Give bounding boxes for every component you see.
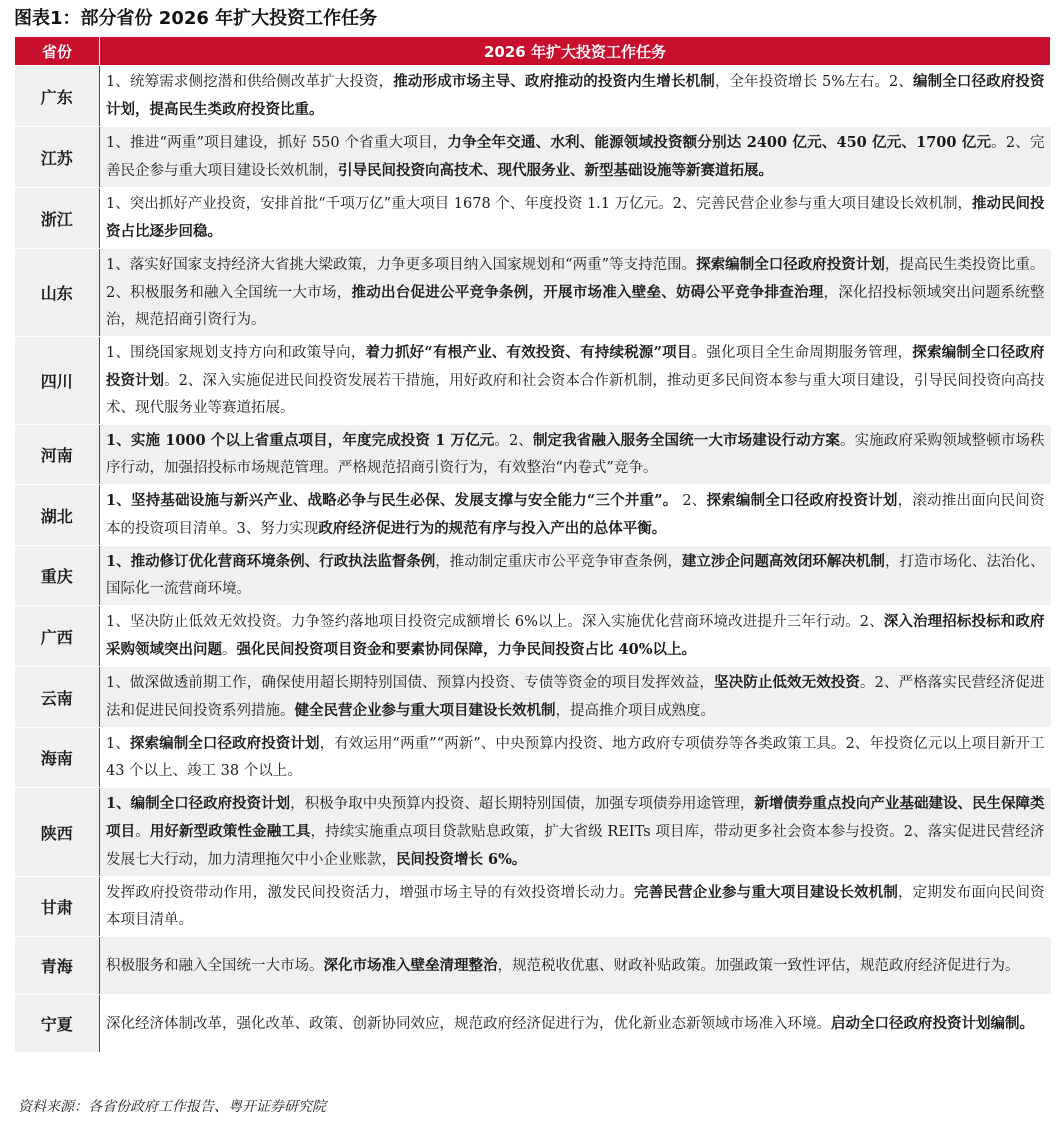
task-cell [100, 337, 1051, 425]
table-header-row [15, 37, 1051, 66]
investment-tasks-table [14, 36, 1051, 1053]
province-cell: 陕西 [15, 788, 100, 877]
task-cell [100, 877, 1051, 937]
task-text-bold: 制定我省融入服务全国统一大市场建设行动方案 [532, 432, 840, 449]
task-text: ，提高民生类投资比重。2、积极服务和融入全国统一大市场， [106, 257, 1045, 301]
task-text-bold: 深入治理招标投标和政府采购领域突出问题 [106, 613, 1045, 658]
task-text-bold: 着力抓好“有根产业、有效投资、有持续税源”项目 [365, 344, 692, 361]
province-cell: 浙江 [15, 188, 100, 249]
task-text-bold: 健全民营企业参与重大项目建设长效机制 [294, 702, 556, 719]
province-cell: 广西 [15, 606, 100, 667]
table-row [15, 249, 1051, 337]
province-cell: 山东 [15, 249, 100, 337]
task-text: 发挥政府投资带动作用，激发民间投资活力，增强市场主导的有效投资增长动力。 [106, 885, 634, 901]
task-cell [100, 127, 1051, 188]
task-cell [100, 937, 1051, 995]
task-text: 1、突出抓好产业投资，安排首批“千项万亿”重大项目 1678 个、年度投资 1.1 万亿元。2、完善民营企业参与重大项目建设长效机制， [106, 196, 972, 212]
task-text-bold: 编制全口径政府投资计划，提高民生类政府投资比重。 [106, 73, 1045, 118]
task-text-bold: 完善民营企业参与重大项目建设长效机制 [634, 884, 898, 901]
province-cell: 广东 [15, 66, 100, 127]
task-cell [100, 66, 1051, 127]
task-cell [100, 728, 1051, 788]
task-text: ，规范税收优惠、财政补贴政策。加强政策一致性评估，规范政府经济促进行为。 [497, 957, 1020, 974]
task-cell [100, 249, 1051, 337]
table-row [15, 66, 1051, 127]
task-text: 1、统筹需求侧挖潜和供给侧改革扩大投资， [106, 74, 394, 90]
task-text-bold: 探索编制全口径政府投资计划 [106, 344, 1045, 389]
province-cell: 湖北 [15, 485, 100, 546]
task-text: 1、落实好国家支持经济大省挑大梁政策，力争更多项目纳入国家规划和“两重”等支持范围。 [106, 257, 697, 273]
table-row [15, 877, 1051, 937]
task-text: 2、 [677, 493, 707, 509]
task-text-bold: 力争全年交通、水利、能源领域投资额分别达 2400 亿元、450 亿元、1700 亿元 [447, 134, 992, 151]
task-text: ，推动制定重庆市公平竞争审查条例， [435, 554, 682, 570]
task-text-bold: 推动出台促进公平竞争条例，开展市场准入壁垒、妨碍公平竞争排查治理 [351, 284, 824, 301]
task-cell [100, 606, 1051, 667]
task-text-bold: 1、推动修订优化营商环境条例、行政执法监督条例 [106, 553, 436, 570]
province-cell: 四川 [15, 337, 100, 425]
header-province: 省份 [15, 37, 100, 66]
task-text: 深化经济体制改革，强化改革、政策、创新协同效应，规范政府经济促进行为，优化新业态新领域市场准入环境。 [106, 1015, 831, 1032]
table-row [15, 188, 1051, 249]
task-text: 1、推进“两重”项目建设，抓好 550 个省重大项目， [106, 135, 448, 151]
table-row [15, 606, 1051, 667]
task-text: 1、做深做透前期工作，确保使用超长期特别国债、预算内投资、专债等资金的项目发挥效益， [106, 675, 715, 691]
task-cell [100, 546, 1051, 606]
task-text: ，有效运用“两重”“两新”、中央预算内投资、地方政府专项债券等各类政策工具。2、年投资亿元以上项目新开工 43 个以上、竣工 38 个以上。 [106, 736, 1045, 779]
task-text: ，提高推介项目成熟度。 [555, 703, 715, 719]
task-text-bold: 探索编制全口径政府投资计划 [706, 492, 898, 509]
task-text-bold: 探索编制全口径政府投资计划 [129, 735, 320, 752]
header-tasks: 2026 年扩大投资工作任务 [100, 37, 1051, 66]
task-text: ，全年投资增长 5%左右。2、 [714, 74, 914, 90]
task-text: 积极服务和融入全国统一大市场。 [106, 957, 324, 974]
task-text: ，积极争取中央预算内投资、超长期特别国债，加强专项债券用途管理， [290, 796, 755, 812]
province-cell: 宁夏 [15, 995, 100, 1053]
province-cell: 江苏 [15, 127, 100, 188]
table-row [15, 127, 1051, 188]
task-text-bold: 政府经济促进行为的规范有序与投入产出的总体平衡。 [318, 520, 667, 537]
task-text-bold: 探索编制全口径政府投资计划 [696, 256, 885, 273]
province-cell: 青海 [15, 937, 100, 995]
table-row [15, 337, 1051, 425]
task-cell [100, 485, 1051, 546]
task-text-bold: 推动形成市场主导、政府推动的投资内生增长机制 [393, 73, 715, 90]
task-text-bold: 启动全口径政府投资计划编制。 [831, 1014, 1034, 1032]
province-cell: 河南 [15, 425, 100, 485]
task-text: ，持续实施重点项目贷款贴息政策，扩大省级 REITs 项目库，带动更多社会资本参与投资。2、落实促进民营经济发展七大行动，加力清理拖欠中小企业账款， [106, 824, 1045, 868]
table-row [15, 937, 1051, 995]
task-text-bold: 新增债券重点投向产业基础建设、民生保障类项目 [106, 795, 1045, 840]
task-cell [100, 425, 1051, 485]
province-cell: 甘肃 [15, 877, 100, 937]
table-row [15, 546, 1051, 606]
task-text-bold: 引导民间投资向高技术、现代服务业、新型基础设施等新赛道拓展。 [338, 162, 773, 179]
task-text-bold: 建立涉企问题高效闭环解决机制 [681, 553, 885, 570]
task-text: ，打造市场化、法治化、国际化一流营商环境。 [106, 554, 1045, 597]
figure-title: 图表1：部分省份 2026 年扩大投资工作任务 [14, 8, 378, 29]
task-cell [100, 667, 1051, 728]
task-text: 1、坚决防止低效无效投资。力争签约落地项目投资完成额增长 6%以上。深入实施优化营商环境改进提升三年行动。2、 [106, 614, 884, 630]
task-text-bold: 1、实施 1000 个以上省重点项目，年度完成投资 1 万亿元 [106, 432, 495, 449]
task-text: 。实施政府采购领域整顿市场秩序行动，加强招投标市场规范管理。严格规范招商引资行为，有效整治“内卷式”竞争。 [106, 433, 1045, 476]
task-text-bold: 坚决防止低效无效投资 [714, 674, 861, 691]
task-text: 。强化项目全生命周期服务管理， [691, 345, 913, 361]
task-text: 。2、 [494, 433, 533, 449]
task-text-bold: 用好新型政策性金融工具 [149, 823, 311, 840]
task-cell [100, 995, 1051, 1053]
province-cell: 重庆 [15, 546, 100, 606]
province-cell: 海南 [15, 728, 100, 788]
task-text-bold: 强化民间投资项目资金和要素协同保障，力争民间投资占比 40%以上。 [236, 641, 697, 658]
table-row [15, 995, 1051, 1053]
task-text: ，深化招投标领域突出问题系统整治，规范招商引资行为。 [106, 285, 1045, 328]
task-text: 。 [135, 824, 150, 840]
table-row [15, 425, 1051, 485]
province-cell: 云南 [15, 667, 100, 728]
table-row [15, 667, 1051, 728]
task-text: ，滚动推出面向民间资本的投资项目清单。3、努力实现 [106, 493, 1045, 537]
task-text: 。 [222, 642, 237, 658]
source-note: 资料来源：各省份政府工作报告、粤开证券研究院 [18, 1099, 326, 1115]
task-cell [100, 788, 1051, 877]
task-text: 1、围绕国家规划支持方向和政策导向， [106, 345, 366, 361]
table-row [15, 788, 1051, 877]
task-text-bold: 民间投资增长 6%。 [396, 851, 527, 868]
table-row [15, 485, 1051, 546]
task-text-bold: 推动民间投资占比逐步回稳。 [106, 195, 1045, 240]
table-row [15, 728, 1051, 788]
task-text: 。2、严格落实民营经济促进法和促进民间投资系列措施。 [106, 675, 1045, 719]
task-text-bold: 1、坚持基础设施与新兴产业、战略必争与民生必保、发展支撑与安全能力“三个并重”。 [106, 492, 678, 509]
task-text: 。2、深入实施促进民间投资发展若干措施，用好政府和社会资本合作新机制，推动更多民间资本参与重大项目建设，引导民间投资向高技术、现代服务业等赛道拓展。 [106, 373, 1045, 416]
task-cell [100, 188, 1051, 249]
task-text: ，定期发布面向民间资本项目清单。 [106, 885, 1045, 928]
task-text: 1、 [106, 736, 130, 752]
task-text: 。2、完善民企参与重大项目建设长效机制， [106, 135, 1045, 179]
task-text-bold: 1、编制全口径政府投资计划 [106, 795, 291, 812]
task-text-bold: 深化市场准入壁垒清理整治 [323, 956, 498, 974]
